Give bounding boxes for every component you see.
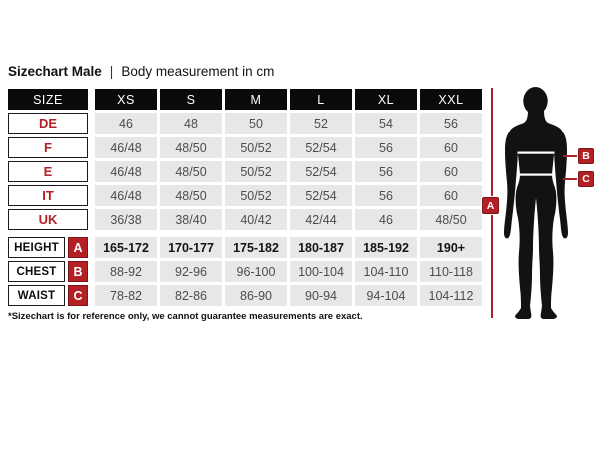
cell-height-m: 175-182 [225,237,287,258]
disclaimer-text: *Sizechart is for reference only, we cannot guarantee measurements are exact. [8,311,363,322]
cell-uk-l: 42/44 [290,209,352,230]
figure-right-arm [554,132,568,238]
cell-waist-l: 90-94 [290,285,352,306]
cell-uk-s: 38/40 [160,209,222,230]
cell-chest-s: 92-96 [160,261,222,282]
header-xs: XS [95,89,157,110]
header-m: M [225,89,287,110]
figure-waist-line [519,174,553,176]
table-row-de [8,113,482,134]
table-row-it [8,185,482,206]
cell-e-m: 50/52 [225,161,287,182]
cell-uk-xxl: 48/50 [420,209,482,230]
title-main: Sizechart Male [8,64,102,79]
row-label-f: F [8,137,88,158]
cell-it-m: 50/52 [225,185,287,206]
table-header-row [8,89,482,110]
chest-pointer-line [563,155,578,157]
cell-waist-xs: 78-82 [95,285,157,306]
title-separator: | [109,64,114,79]
title-subtitle: Body measurement in cm [121,64,275,79]
cell-height-l: 180-187 [290,237,352,258]
row-label-waist: WAIST [8,285,65,306]
figure-badge-b: B [578,148,594,164]
cell-f-xxl: 60 [420,137,482,158]
cell-it-xxl: 60 [420,185,482,206]
cell-chest-xs: 88-92 [95,261,157,282]
page-title [8,64,274,79]
cell-chest-xl: 104-110 [355,261,417,282]
header-size: SIZE [8,89,88,110]
height-badge-a: A [68,237,88,258]
table-row-e [8,161,482,182]
table-row-height [8,237,482,258]
cell-it-xs: 46/48 [95,185,157,206]
cell-chest-l: 100-104 [290,261,352,282]
header-xl: XL [355,89,417,110]
figure-chest-line [518,152,555,154]
cell-height-s: 170-177 [160,237,222,258]
cell-e-s: 48/50 [160,161,222,182]
cell-de-l: 52 [290,113,352,134]
cell-e-xl: 56 [355,161,417,182]
cell-it-l: 52/54 [290,185,352,206]
table-row-waist [8,285,482,306]
cell-height-xl: 185-192 [355,237,417,258]
cell-height-xs: 165-172 [95,237,157,258]
figure-badge-c: C [578,171,594,187]
row-label-e: E [8,161,88,182]
row-label-height: HEIGHT [8,237,65,258]
cell-waist-s: 82-86 [160,285,222,306]
table-row-chest [8,261,482,282]
row-label-uk: UK [8,209,88,230]
header-s: S [160,89,222,110]
cell-de-s: 48 [160,113,222,134]
figure-left-arm [504,132,518,238]
cell-uk-xs: 36/38 [95,209,157,230]
cell-f-s: 48/50 [160,137,222,158]
cell-e-xxl: 60 [420,161,482,182]
table-row-uk [8,209,482,230]
figure-badge-a: A [482,197,499,214]
cell-waist-xxl: 104-112 [420,285,482,306]
cell-it-s: 48/50 [160,185,222,206]
cell-de-xxl: 56 [420,113,482,134]
cell-e-l: 52/54 [290,161,352,182]
cell-f-m: 50/52 [225,137,287,158]
row-label-it: IT [8,185,88,206]
cell-height-xxl: 190+ [420,237,482,258]
cell-de-m: 50 [225,113,287,134]
cell-chest-m: 96-100 [225,261,287,282]
header-xxl: XXL [420,89,482,110]
cell-waist-m: 86-90 [225,285,287,306]
cell-f-l: 52/54 [290,137,352,158]
cell-it-xl: 56 [355,185,417,206]
row-label-de: DE [8,113,88,134]
row-label-chest: CHEST [8,261,65,282]
cell-f-xl: 56 [355,137,417,158]
chest-badge-b: B [68,261,88,282]
cell-uk-xl: 46 [355,209,417,230]
male-silhouette-figure [498,84,600,324]
cell-waist-xl: 94-104 [355,285,417,306]
cell-e-xs: 46/48 [95,161,157,182]
cell-uk-m: 40/42 [225,209,287,230]
cell-de-xs: 46 [95,113,157,134]
cell-chest-xxl: 110-118 [420,261,482,282]
header-l: L [290,89,352,110]
table-row-f [8,137,482,158]
waist-badge-c: C [68,285,88,306]
cell-de-xl: 54 [355,113,417,134]
waist-pointer-line [563,178,578,180]
cell-f-xs: 46/48 [95,137,157,158]
